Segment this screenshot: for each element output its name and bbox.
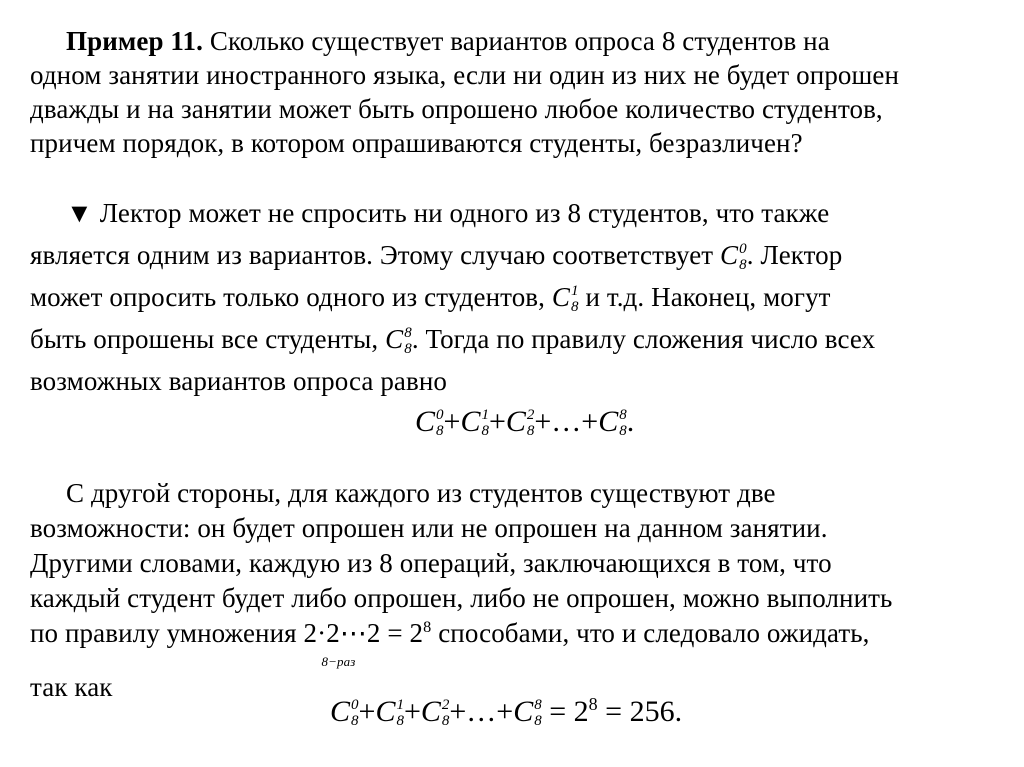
solution-line-3	[30, 284, 831, 316]
solution-text-2b: . Лектор	[746, 240, 843, 270]
other-line-3: Другими словами, каждую из 8 операций, заключающихся в том, что	[30, 548, 832, 578]
binom-c81: C 1 8	[551, 282, 579, 315]
solution-text-3b: и т.д. Наконец, могут	[585, 282, 831, 312]
product-label: 8−раз	[321, 654, 356, 669]
result-formula: C 0 8 +C 1 8 +C 2 8 +…+C 8 8 = $2^8 = 256$.	[330, 694, 683, 730]
solution-line-4	[30, 326, 875, 358]
example-heading: Пример 11.	[66, 26, 203, 56]
example-question-1: Сколько существует вариантов опроса 8 студентов на	[209, 26, 830, 56]
solution-line-1	[66, 200, 829, 227]
solution-text-4b: . Тогда по правилу сложения число всех	[411, 324, 876, 354]
solution-text-4a: быть опрошены все студенты,	[30, 324, 379, 354]
solution-marker: ▼	[66, 198, 93, 228]
sum-formula: C 0 8 +C 1 8 +C 2 8 +…+C 8 8 .	[415, 405, 635, 440]
binom-c88: C 8 8	[385, 324, 412, 357]
example-question-4: причем порядок, в котором опрашиваются студенты, безразличен?	[30, 128, 803, 158]
solution-text-1: Лектор может не спросить ни одного из 8 студентов, что также	[99, 198, 830, 228]
product-expression: 2·2⋯2 = $2^8$ 8−раз	[303, 618, 432, 669]
solution-line-2	[30, 242, 842, 274]
example-question-2: одном занятии иностранного языка, если ни один из них не будет опрошен	[30, 60, 900, 90]
solution-text-5: возможных вариантов опроса равно	[30, 366, 448, 396]
example-question-3: дважды и на занятии может быть опрошено любое количество студентов,	[30, 94, 883, 124]
other-text-6: так как	[30, 672, 113, 702]
solution-text-2a: является одним из вариантов. Этому случаю соответствует	[30, 240, 714, 270]
other-text-5a: по правилу умножения	[30, 618, 297, 648]
other-line-5	[30, 618, 870, 669]
example-line-1	[66, 28, 991, 55]
other-line-2: возможности: он будет опрошен или не опрошен на данном занятии.	[30, 513, 828, 543]
solution-text-3a: может опросить только одного из студентов,	[30, 282, 545, 312]
other-line-4: каждый студент будет либо опрошен, либо не опрошен, можно выполнить	[30, 583, 893, 613]
other-line-1: С другой стороны, для каждого из студентов существуют две	[66, 478, 776, 508]
binom-c80: C 0 8	[720, 240, 747, 273]
other-text-5b: способами, что и следовало ожидать,	[438, 618, 870, 648]
